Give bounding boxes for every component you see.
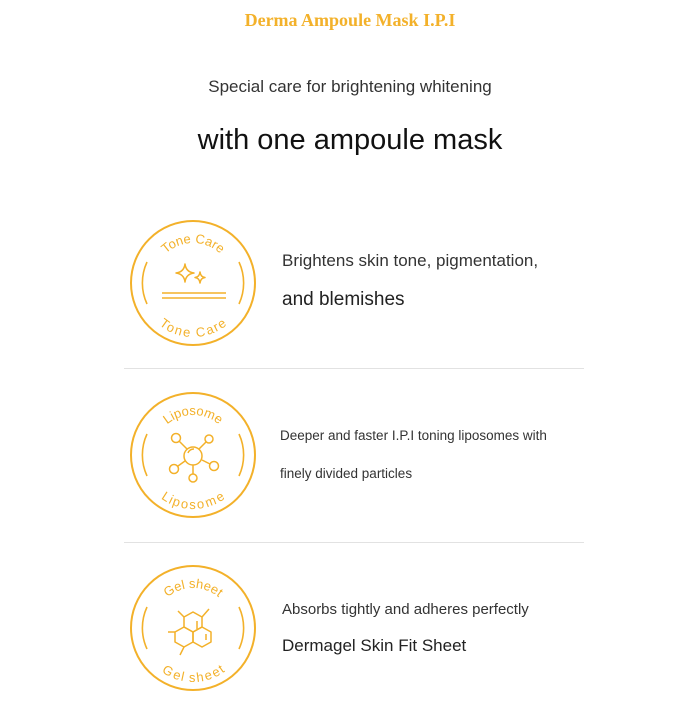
badge-label-top: Gel sheet xyxy=(160,575,226,600)
badge-label-top: Liposome xyxy=(160,402,226,427)
tone-care-badge xyxy=(128,218,258,348)
feature-line-1: Brightens skin tone, pigmentation, xyxy=(282,251,539,270)
feature-gel-sheet xyxy=(0,563,700,723)
gel-sheet-badge xyxy=(128,563,258,693)
subtitle: Special care for brightening whitening xyxy=(208,77,492,96)
feature-tone-care xyxy=(0,218,700,378)
badge-label-top: Tone Care xyxy=(158,230,228,257)
molecule-icon xyxy=(170,434,219,483)
feature-liposome xyxy=(0,390,700,550)
divider xyxy=(124,368,584,369)
feature-line-2: Dermagel Skin Fit Sheet xyxy=(282,636,467,655)
sparkle-icon xyxy=(162,264,226,298)
feature-line-2: and blemishes xyxy=(282,289,405,310)
feature-line-1: Deeper and faster I.P.I toning liposomes with xyxy=(280,428,547,443)
liposome-badge xyxy=(128,390,258,520)
brand-title: Derma Ampoule Mask I.P.I xyxy=(244,10,456,30)
hexagon-structure-icon xyxy=(168,609,211,655)
badge-label-bottom: Liposome xyxy=(159,488,227,513)
badge-label-bottom: Gel sheet xyxy=(159,661,227,686)
badge-label-bottom: Tone Care xyxy=(157,315,229,341)
divider xyxy=(124,542,584,543)
feature-line-2: finely divided particles xyxy=(280,466,413,481)
feature-line-1: Absorbs tightly and adheres perfectly xyxy=(282,601,529,618)
headline: with one ampoule mask xyxy=(197,124,503,156)
